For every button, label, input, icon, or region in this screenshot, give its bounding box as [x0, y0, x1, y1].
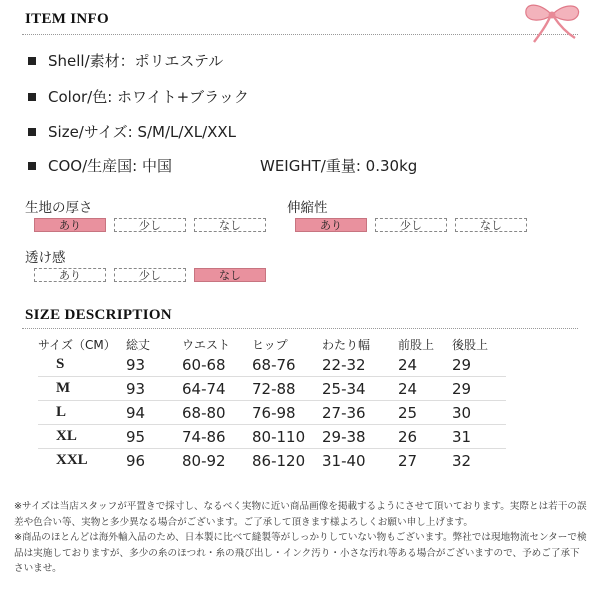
table-row — [38, 353, 506, 377]
table-row — [38, 425, 506, 449]
ribbon-bow-icon — [512, 0, 592, 46]
waist-cell: 68-80 — [182, 403, 226, 422]
note-import: ※商品のほとんどは海外輸入品のため、日本製に比べて縫製等がしっかりしていない物もございます。弊社では現地物流センターで検品は実施しておりますが、多少の糸のほつれ・糸の飛び出し・インク汚り・小さな汚れ等ある場合がございますので、予めご了承下さいませ。 — [14, 532, 587, 574]
hip-cell: 86-120 — [252, 451, 306, 470]
thigh-cell: 27-36 — [322, 403, 366, 422]
table-row — [38, 449, 506, 473]
info-origin-text: COO/生産国: 中国 — [48, 157, 172, 175]
sheer-option-none: なし — [194, 268, 266, 282]
waist-cell: 64-74 — [182, 379, 226, 398]
item-info-title: ITEM INFO — [25, 11, 109, 27]
table-row — [38, 401, 506, 425]
waist-cell: 60-68 — [182, 355, 226, 374]
thigh-cell: 29-38 — [322, 427, 366, 446]
front-rise-cell: 24 — [398, 355, 418, 374]
sheer-option-some: 少し — [114, 268, 186, 282]
thigh-cell: 25-34 — [322, 379, 366, 398]
stretch-option-none: なし — [455, 218, 527, 232]
back-rise-cell: 29 — [452, 355, 472, 374]
thigh-cell: 22-32 — [322, 355, 366, 374]
info-color-text: Color/色: ホワイト+ブラック — [48, 88, 249, 106]
size-table-header — [38, 336, 506, 353]
size-table — [38, 336, 506, 472]
bullet-icon — [28, 162, 36, 170]
length-cell: 93 — [126, 379, 146, 398]
bullet-icon — [28, 128, 36, 136]
header-hip: ヒップ — [252, 338, 288, 352]
info-row-material — [28, 50, 223, 71]
front-rise-cell: 26 — [398, 427, 418, 446]
table-row — [38, 377, 506, 401]
bullet-icon — [28, 93, 36, 101]
info-row-size — [28, 121, 236, 142]
length-cell: 96 — [126, 451, 146, 470]
divider — [22, 34, 578, 35]
front-rise-cell: 25 — [398, 403, 418, 422]
thickness-label: 生地の厚さ — [25, 200, 93, 216]
header-length: 総丈 — [126, 338, 151, 352]
info-row-origin — [28, 155, 417, 176]
size-cell: M — [56, 380, 71, 396]
waist-cell: 80-92 — [182, 451, 226, 470]
header-size: サイズ（CM） — [38, 338, 116, 352]
stretch-option-yes: あり — [295, 218, 367, 232]
length-cell: 95 — [126, 427, 146, 446]
size-cell: XL — [56, 428, 77, 444]
length-cell: 94 — [126, 403, 146, 422]
header-waist: ウエスト — [182, 338, 231, 352]
thickness-option-none: なし — [194, 218, 266, 232]
info-material-text: Shell/素材：ポリエステル — [48, 52, 224, 70]
stretch-option-some: 少し — [375, 218, 447, 232]
waist-cell: 74-86 — [182, 427, 226, 446]
hip-cell: 80-110 — [252, 427, 306, 446]
thickness-option-some: 少し — [114, 218, 186, 232]
back-rise-cell: 32 — [452, 451, 472, 470]
back-rise-cell: 29 — [452, 379, 472, 398]
header-thigh: わたり幅 — [322, 338, 371, 352]
thigh-cell: 31-40 — [322, 451, 366, 470]
hip-cell: 76-98 — [252, 403, 296, 422]
header-back-rise: 後股上 — [452, 338, 489, 352]
divider — [22, 328, 578, 329]
header-front-rise: 前股上 — [398, 338, 435, 352]
length-cell: 93 — [126, 355, 146, 374]
sheer-label: 透け感 — [25, 250, 66, 266]
size-cell: S — [56, 356, 65, 372]
front-rise-cell: 27 — [398, 451, 418, 470]
back-rise-cell: 31 — [452, 427, 472, 446]
stretch-label: 伸縮性 — [287, 200, 328, 216]
hip-cell: 68-76 — [252, 355, 296, 374]
sheer-option-yes: あり — [34, 268, 106, 282]
front-rise-cell: 24 — [398, 379, 418, 398]
hip-cell: 72-88 — [252, 379, 296, 398]
info-weight-text: WEIGHT/重量: 0.30kg — [260, 157, 418, 175]
bullet-icon — [28, 57, 36, 65]
back-rise-cell: 30 — [452, 403, 472, 422]
size-description-title: SIZE DESCRIPTION — [25, 307, 172, 323]
size-cell: XXL — [56, 452, 88, 468]
info-size-text: Size/サイズ: S/M/L/XL/XXL — [48, 123, 237, 141]
thickness-option-yes: あり — [34, 218, 106, 232]
size-cell: L — [56, 404, 67, 420]
notes — [14, 499, 588, 577]
info-row-color — [28, 86, 249, 107]
note-measurement: ※サイズは当店スタッフが平置きで採寸し、なるべく実物に近い商品画像を掲載するようにさせて頂いております。実際とは若干の誤差や色合い等、実物と多少異なる場合がございます。ご了承して頂きます様よろしくお願い申し上げます。 — [14, 501, 587, 528]
